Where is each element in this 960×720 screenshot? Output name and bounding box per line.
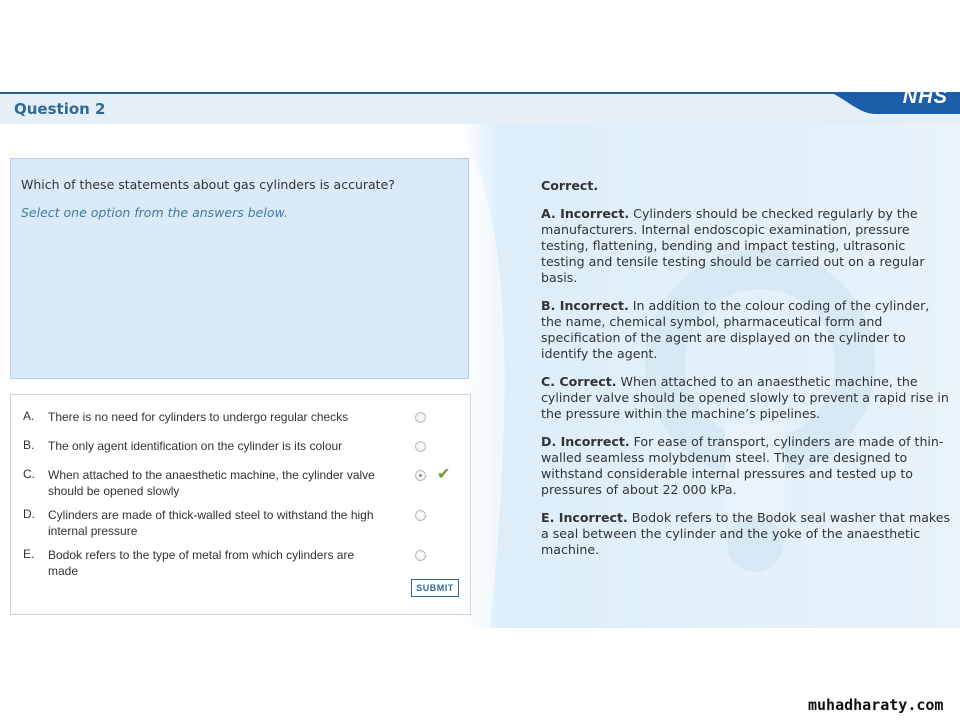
feedback-item-body: Bodok refers to the Bodok seal washer that makes a seal between the cylinder and the yoke of the anaesthetic machine. [541, 510, 951, 557]
feedback-item-heading: E. Incorrect. [541, 510, 628, 525]
feedback-item-heading: C. Correct. [541, 374, 617, 389]
site-watermark: muhadharaty.com [808, 696, 944, 714]
correct-check-icon: ✔ [437, 466, 451, 483]
feedback-item-heading: A. Incorrect. [541, 206, 630, 221]
feedback-item-d [541, 434, 951, 498]
feedback-panel [541, 178, 951, 570]
option-e-radio[interactable] [415, 550, 426, 561]
option-letter: A. [23, 409, 35, 423]
submit-button[interactable]: SUBMIT [411, 579, 459, 597]
option-text: There is no need for cylinders to undergo regular checks [48, 410, 349, 424]
question-instruction: Select one option from the answers below. [21, 205, 288, 220]
option-c-radio[interactable] [415, 470, 426, 481]
feedback-item-heading: D. Incorrect. [541, 434, 630, 449]
option-a-radio[interactable] [415, 412, 426, 423]
feedback-item-heading: B. Incorrect. [541, 298, 629, 313]
question-header [0, 86, 960, 126]
feedback-item-body: For ease of transport, cylinders are made of thin-walled seamless molybdenum steel. They are designed to withstand considerable internal pressures and tested up to pressures of about 22 000 kPa. [541, 434, 944, 497]
question-title: Question 2 [14, 100, 106, 118]
question-text: Which of these statements about gas cylinders is accurate? [21, 177, 395, 192]
feedback-item-b [541, 298, 951, 362]
feedback-verdict: Correct. [541, 178, 599, 193]
nhs-logo-text: NHS [902, 86, 948, 108]
option-letter: D. [23, 507, 35, 521]
option-letter: B. [23, 438, 35, 452]
option-text: Cylinders are made of thick-walled steel to withstand the high internal pressure [48, 508, 374, 538]
feedback-item-body: In addition to the colour coding of the cylinder, the name, chemical symbol, pharmaceutical form and specification of the agent are displayed on the cylinder to identify the agent. [541, 298, 930, 361]
feedback-item-c [541, 374, 951, 422]
feedback-item-body: Cylinders should be checked regularly by the manufacturers. Internal endoscopic examination, pressure testing, flattening, bending and impact testing, ultrasonic testing and tensile testing should be carried out on a regular basis. [541, 206, 925, 285]
answer-options-box [10, 394, 471, 615]
feedback-item-a [541, 206, 951, 286]
nhs-logo [830, 86, 960, 114]
question-box [10, 158, 469, 379]
option-text: The only agent identification on the cylinder is its colour [48, 439, 343, 453]
option-d-radio[interactable] [415, 510, 426, 521]
option-b-radio[interactable] [415, 441, 426, 452]
option-letter: E. [23, 547, 35, 561]
option-letter: C. [23, 467, 35, 481]
feedback-item-e [541, 510, 951, 558]
option-text: Bodok refers to the type of metal from which cylinders are made [48, 548, 355, 578]
option-text: When attached to the anaesthetic machine, the cylinder valve should be opened slowly [48, 468, 375, 498]
feedback-item-body: When attached to an anaesthetic machine, the cylinder valve should be opened slowly to prevent a rapid rise in the pressure within the machine’s pipelines. [541, 374, 949, 421]
